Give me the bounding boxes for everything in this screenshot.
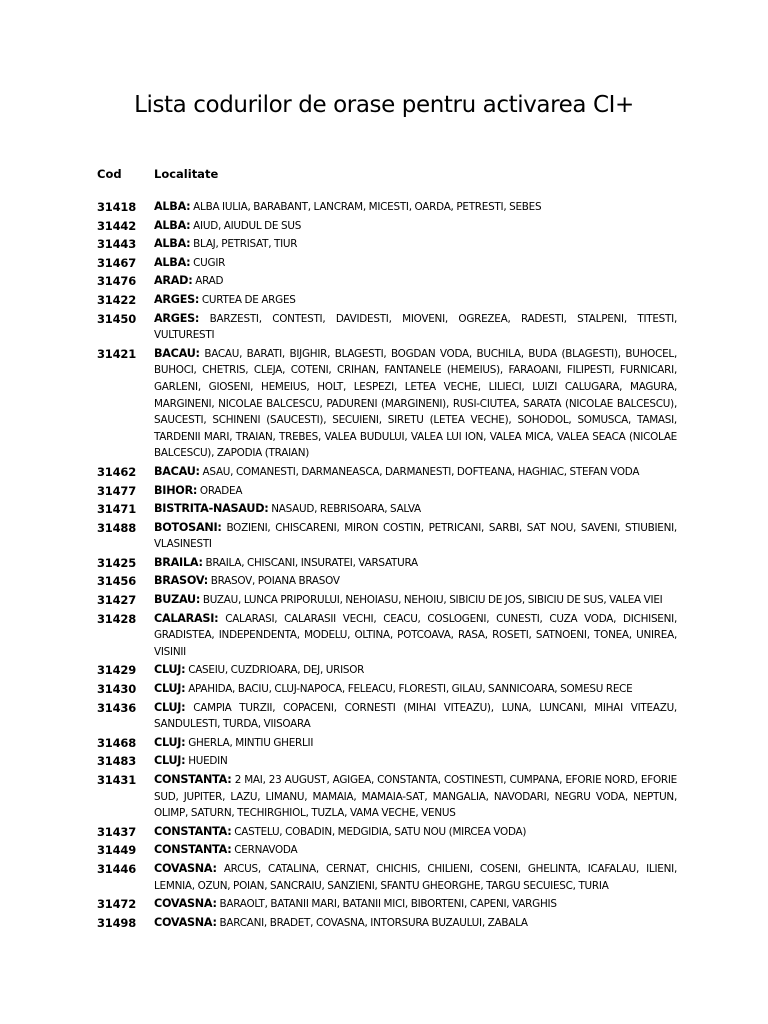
locality-list: ARCUS, CATALINA, CERNAT, CHICHIS, CHILIENI, COSENI, GHELINTA, ICAFALAU, ILIENI, LEMNIA, OZUN, POIAN, SANCRAIU, SANZIENI, SFANTU GHEORGHE, TARGU SECUIESC, TURIA (154, 862, 677, 892)
county-name: BOTOSANI: (154, 520, 222, 534)
locality-cell (154, 824, 677, 841)
table-row (97, 611, 677, 661)
code-column-header: Cod (97, 167, 122, 181)
table-row (97, 700, 677, 733)
locality-list: CAMPIA TURZII, COPACENI, CORNESTI (MIHAI VITEAZU), LUNA, LUNCANI, MIHAI VITEAZU, SANDULESTI, TURDA, VIISOARA (154, 701, 677, 731)
locality-cell (154, 915, 677, 932)
locality-cell (154, 735, 677, 752)
locality-cell (154, 555, 677, 572)
locality-list: BOZIENI, CHISCARENI, MIRON COSTIN, PETRICANI, SARBI, SAT NOU, SAVENI, STIUBIENI, VLASINESTI (154, 521, 677, 551)
locality-cell (154, 273, 677, 290)
city-code: 31472 (97, 897, 137, 912)
city-code: 31476 (97, 274, 137, 289)
table-row (97, 681, 677, 698)
locality-list: ALBA IULIA, BARABANT, LANCRAM, MICESTI, OARDA, PETRESTI, SEBES (193, 201, 542, 213)
locality-list: CALARASI, CALARASII VECHI, CEACU, COSLOGENI, CUNESTI, CUZA VODA, DICHISENI, GRADISTEA, INDEPENDENTA, MODELU, OLTINA, POTCOAVA, RASA, ROSETI, SATNOENI, TONEA, UNIREA, VISINII (154, 612, 677, 658)
table-row (97, 218, 677, 235)
locality-cell (154, 218, 677, 235)
locality-cell (154, 520, 677, 553)
locality-list: 2 MAI, 23 AUGUST, AGIGEA, CONSTANTA, COSTINESTI, CUMPANA, EFORIE NORD, EFORIE SUD, JUPITER, LAZU, LIMANU, MAMAIA, MAMAIA-SAT, MANGALIA, NAVODARI, NEGRU VODA, NEPTUN, OLIMP, SATURN, TECHIRGHIOL, TUZLA, VAMA VECHE, VENUS (154, 774, 677, 820)
city-code: 31477 (97, 483, 137, 498)
table-row (97, 236, 677, 253)
city-code: 31450 (97, 311, 137, 326)
city-code: 31421 (97, 346, 137, 361)
table-row (97, 573, 677, 590)
county-name: CLUJ: (154, 663, 186, 677)
locality-list: CASTELU, COBADIN, MEDGIDIA, SATU NOU (MIRCEA VODA) (234, 825, 527, 838)
locality-cell (154, 236, 677, 253)
city-code-table (97, 199, 677, 933)
locality-cell (154, 861, 677, 894)
county-name: BRAILA: (154, 555, 203, 569)
table-row (97, 772, 677, 822)
table-row (97, 592, 677, 609)
city-code: 31430 (97, 682, 137, 697)
county-name: BISTRITA-NASAUD: (154, 502, 269, 516)
county-name: ARGES: (154, 311, 200, 325)
county-name: ALBA: (154, 218, 191, 232)
locality-list: BLAJ, PETRISAT, TIUR (193, 238, 298, 251)
locality-list: BUZAU, LUNCA PRIPORULUI, NEHOIASU, NEHOIU, SIBICIU DE JOS, SIBICIU DE SUS, VALEA VIEI (202, 594, 663, 607)
table-row (97, 464, 677, 481)
table-row (97, 501, 677, 518)
locality-list: APAHIDA, BACIU, CLUJ-NAPOCA, FELEACU, FLORESTI, GILAU, SANNICOARA, SOMESU RECE (188, 683, 633, 696)
locality-cell (154, 842, 677, 859)
county-name: BUZAU: (154, 593, 201, 607)
locality-column-header: Localitate (154, 167, 219, 181)
city-code: 31468 (97, 735, 137, 750)
locality-list: BARCANI, BRADET, COVASNA, INTORSURA BUZAULUI, ZABALA (219, 916, 528, 929)
city-code: 31467 (97, 255, 137, 270)
county-name: CONSTANTA: (154, 824, 232, 838)
county-name: CONSTANTA: (154, 843, 232, 857)
city-code: 31429 (97, 663, 137, 678)
locality-cell (154, 772, 677, 822)
city-code: 31437 (97, 824, 137, 839)
locality-list: BARZESTI, CONTESTI, DAVIDESTI, MIOVENI, OGREZEA, RADESTI, STALPENI, TITESTI, VULTURESTI (154, 312, 677, 342)
county-name: COVASNA: (154, 915, 217, 929)
county-name: BACAU: (154, 464, 200, 478)
locality-list: BARAOLT, BATANII MARI, BATANII MICI, BIBORTENI, CAPENI, VARGHIS (219, 898, 557, 911)
county-name: CONSTANTA: (154, 773, 232, 786)
locality-cell (154, 753, 677, 770)
locality-list: ORADEA (199, 484, 243, 497)
county-name: ALBA: (154, 237, 191, 251)
table-row (97, 824, 677, 841)
city-code: 31428 (97, 611, 137, 626)
locality-cell (154, 896, 677, 913)
table-row (97, 915, 677, 932)
table-row (97, 520, 677, 553)
locality-cell (154, 311, 677, 344)
county-name: COVASNA: (154, 897, 217, 911)
locality-list: CERNAVODA (234, 844, 298, 857)
locality-cell (154, 592, 677, 609)
table-row (97, 311, 677, 344)
county-name: CLUJ: (154, 754, 186, 768)
county-name: BRASOV: (154, 574, 208, 588)
city-code: 31446 (97, 861, 137, 876)
city-code: 31498 (97, 915, 137, 930)
city-code: 31471 (97, 502, 137, 517)
table-row (97, 292, 677, 309)
table-row (97, 861, 677, 894)
locality-cell (154, 464, 677, 481)
table-row (97, 753, 677, 770)
locality-list: ASAU, COMANESTI, DARMANEASCA, DARMANESTI, DOFTEANA, HAGHIAC, STEFAN VODA (202, 465, 640, 478)
county-name: CLUJ: (154, 735, 186, 749)
table-row (97, 662, 677, 679)
page-title: Lista codurilor de orase pentru activarea CI+ (134, 92, 634, 118)
locality-list: HUEDIN (188, 755, 228, 768)
locality-list: CASEIU, CUZDRIOARA, DEJ, URISOR (188, 664, 365, 677)
locality-cell (154, 255, 677, 272)
locality-cell (154, 483, 677, 500)
locality-cell (154, 199, 677, 216)
locality-cell (154, 501, 677, 518)
locality-list: GHERLA, MINTIU GHERLII (188, 736, 314, 749)
city-code: 31425 (97, 555, 137, 570)
locality-cell (154, 292, 677, 309)
table-row (97, 255, 677, 272)
locality-list: BACAU, BARATI, BIJGHIR, BLAGESTI, BOGDAN VODA, BUCHILA, BUDA (BLAGESTI), BUHOCEL, BUHOCI, CHETRIS, CLEJA, COTENI, CRIHAN, FANTANELE (HEMEIUS), FARAOANI, FILIPESTI, FURNICARI, GARLENI, GIOSENI, HEMEIUS, HOLT, LESPEZI, LETEA VECHE, LILIECI, LUIZI CALUGARA, MAGURA, MARGINENI, NICOLAE BALCESCU, PADURENI (MARGINENI), RUSI-CIUTEA, SARATA (NICOLAE BALCESCU), SAUCESTI, SCHINENI (SAUCESTI), SECUIENI, SIRETU (LETEA VECHE), SOHODOL, SOMUSCA, TAMASI, TARDENII MARI, TRAIAN, TREBES, VALEA BUDULUI, VALEA LUI ION, VALEA MICA, VALEA SEACA (NICOLAE BALCESCU), ZAPODIA (TRAIAN) (154, 347, 677, 460)
city-code: 31427 (97, 593, 137, 608)
city-code: 31488 (97, 520, 137, 535)
county-name: ALBA: (154, 200, 191, 213)
city-code: 31431 (97, 773, 137, 787)
city-code: 31418 (97, 200, 137, 214)
city-code: 31483 (97, 754, 137, 769)
table-row (97, 555, 677, 572)
table-row (97, 346, 677, 462)
table-row (97, 273, 677, 290)
table-row (97, 896, 677, 913)
county-name: CLUJ: (154, 700, 186, 714)
table-row (97, 842, 677, 859)
city-code: 31442 (97, 218, 137, 233)
county-name: CLUJ: (154, 682, 186, 696)
table-row (97, 735, 677, 752)
locality-list: CUGIR (193, 256, 226, 269)
county-name: BIHOR: (154, 483, 198, 497)
table-row (97, 199, 677, 216)
county-name: COVASNA: (154, 861, 217, 875)
locality-list: NASAUD, REBRISOARA, SALVA (271, 503, 421, 516)
table-row (97, 483, 677, 500)
county-name: ARGES: (154, 292, 200, 306)
locality-list: AIUD, AIUDUL DE SUS (193, 219, 302, 232)
county-name: BACAU: (154, 346, 200, 360)
locality-list: BRASOV, POIANA BRASOV (210, 575, 340, 588)
county-name: CALARASI: (154, 611, 219, 625)
locality-cell (154, 573, 677, 590)
city-code: 31462 (97, 464, 137, 479)
locality-cell (154, 681, 677, 698)
locality-cell (154, 611, 677, 661)
locality-cell (154, 346, 677, 462)
city-code: 31443 (97, 237, 137, 252)
locality-cell (154, 662, 677, 679)
city-code: 31456 (97, 574, 137, 589)
locality-list: CURTEA DE ARGES (201, 293, 296, 306)
county-name: ARAD: (154, 274, 193, 288)
city-code: 31449 (97, 843, 137, 858)
city-code: 31422 (97, 292, 137, 307)
locality-cell (154, 700, 677, 733)
city-code: 31436 (97, 700, 137, 715)
locality-list: BRAILA, CHISCANI, INSURATEI, VARSATURA (205, 556, 418, 569)
locality-list: ARAD (195, 275, 224, 288)
county-name: ALBA: (154, 255, 191, 269)
